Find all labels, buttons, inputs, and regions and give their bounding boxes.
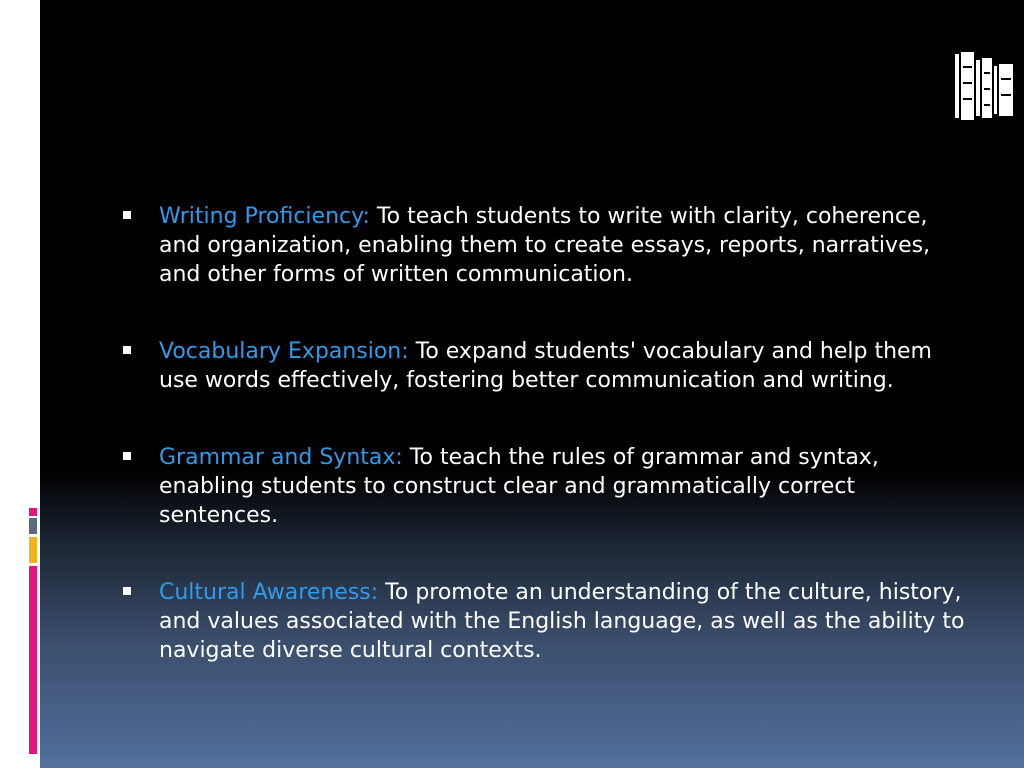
objectives-list bbox=[118, 202, 968, 713]
list-item bbox=[118, 337, 968, 395]
pink-accent-square bbox=[29, 508, 37, 516]
bullet-text: To teach students to write with clarity, coherence, and organization, enabling them to create essays, reports, narratives, and other forms of written communication. bbox=[159, 204, 931, 287]
list-item bbox=[118, 578, 968, 665]
bullet-square-icon bbox=[123, 587, 131, 595]
pink-accent-stripe bbox=[29, 566, 37, 754]
list-item bbox=[118, 443, 968, 530]
bullet-square-icon bbox=[123, 211, 131, 219]
bullet-term: Vocabulary Expansion: bbox=[159, 339, 409, 364]
bullet-text: To teach the rules of grammar and syntax, enabling students to construct clear and grammatically correct sentences. bbox=[159, 445, 879, 528]
bullet-text: To promote an understanding of the culture, history, and values associated with the English language, as well as the ability to navigate diverse cultural contexts. bbox=[159, 580, 965, 663]
bullet-text: To expand students' vocabulary and help them use words effectively, fostering better communication and writing. bbox=[159, 339, 932, 393]
bullet-term: Writing Proficiency: bbox=[159, 204, 370, 229]
list-item bbox=[118, 202, 968, 289]
bullet-square-icon bbox=[123, 452, 131, 460]
window-panes-icon bbox=[955, 52, 1013, 120]
slate-accent-stripe bbox=[29, 518, 37, 534]
bullet-term: Grammar and Syntax: bbox=[159, 445, 403, 470]
bullet-square-icon bbox=[123, 346, 131, 354]
bullet-term: Cultural Awareness: bbox=[159, 580, 379, 605]
gold-accent-stripe bbox=[29, 537, 37, 563]
